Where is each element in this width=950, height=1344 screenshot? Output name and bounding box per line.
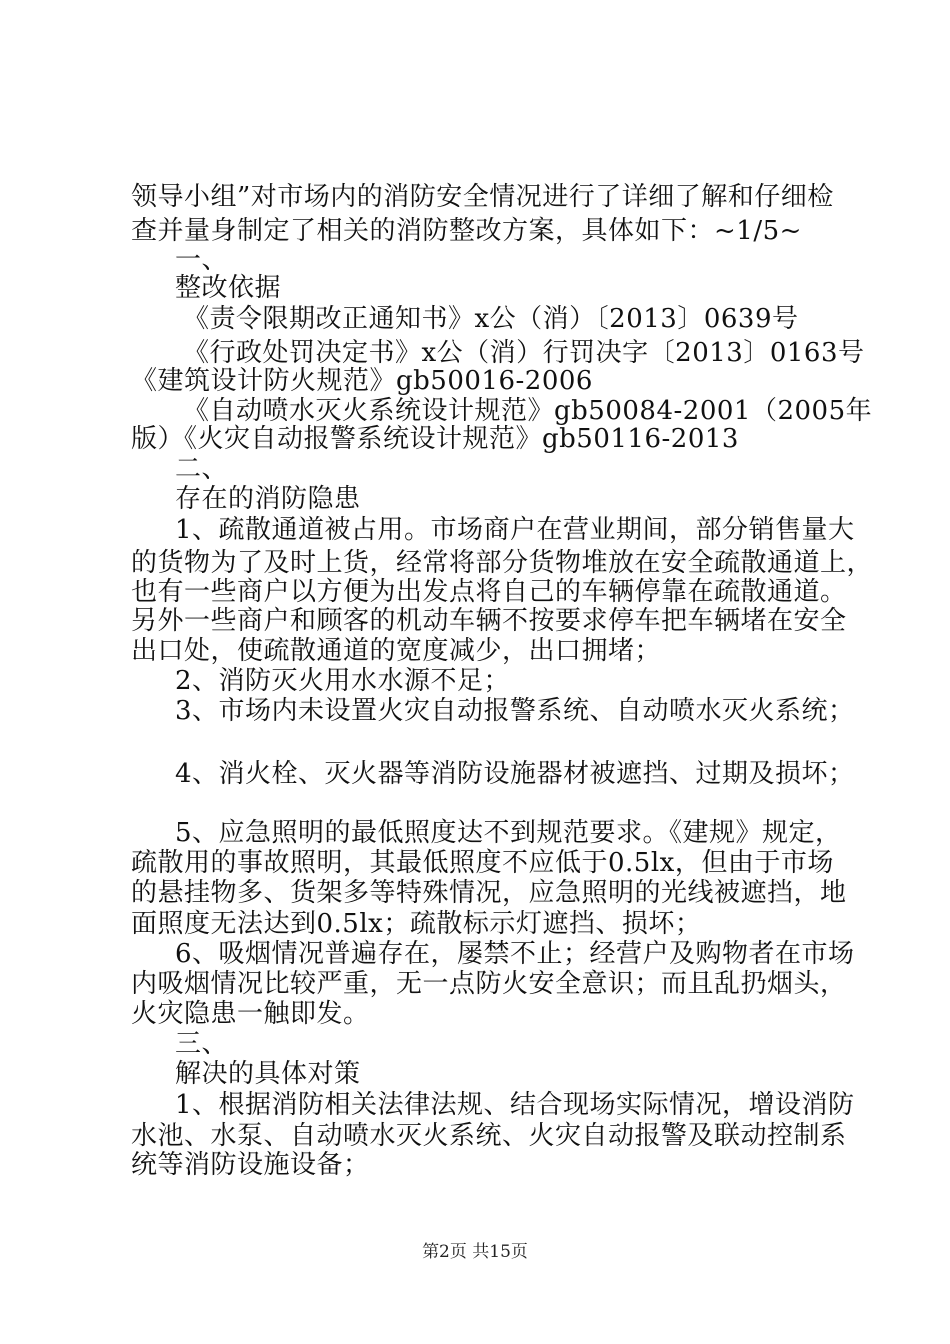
reference-line: 《建筑设计防火规范》gb50016-2006 — [131, 366, 593, 396]
section-heading: 解决的具体对策 — [175, 1059, 361, 1089]
text-line: 火灾隐患一触即发。 — [131, 999, 370, 1029]
text-line: 的货物为了及时上货，经常将部分货物堆放在安全疏散通道上， — [131, 548, 874, 578]
page-footer: 第2页 共15页 — [422, 1242, 528, 1262]
text-line: 统等消防设施设备； — [131, 1150, 370, 1180]
text-line: 查并量身制定了相关的消防整改方案，具体如下：~1/5~ — [131, 216, 802, 246]
text-line: 也有一些商户以方便为出发点将自己的车辆停靠在疏散通道。 — [131, 577, 847, 607]
list-item: 6、吸烟情况普遍存在，屡禁不止；经营户及购物者在市场 — [175, 939, 855, 969]
reference-line: 《自动喷水灭火系统设计规范》gb50084-2001（2005年 — [183, 396, 873, 426]
section-heading: 存在的消防隐患 — [175, 484, 361, 514]
list-item: 3、市场内未设置火灾自动报警系统、自动喷水灭火系统； — [175, 696, 855, 726]
text-line: 内吸烟情况比较严重，无一点防火安全意识；而且乱扔烟头， — [131, 969, 847, 999]
section-number: 三、 — [175, 1029, 229, 1059]
text-line: 面照度无法达到0.5lx；疏散标示灯遮挡、损坏； — [131, 909, 702, 939]
section-heading: 整改依据 — [175, 273, 282, 303]
text-line: 的悬挂物多、货架多等特殊情况，应急照明的光线被遮挡，地 — [131, 878, 847, 908]
reference-line: 《责令限期改正通知书》x公（消）〔2013〕0639号 — [183, 304, 799, 334]
reference-line: 版）《火灾自动报警系统设计规范》gb50116-2013 — [131, 424, 739, 454]
section-number: 二、 — [175, 454, 229, 484]
list-item: 5、应急照明的最低照度达不到规范要求。《建规》规定， — [175, 818, 842, 848]
list-item: 4、消火栓、灭火器等消防设施器材被遮挡、过期及损坏； — [175, 759, 855, 789]
text-line: 另外一些商户和顾客的机动车辆不按要求停车把车辆堵在安全 — [131, 606, 847, 636]
text-line: 出口处，使疏散通道的宽度减少，出口拥堵； — [131, 636, 662, 666]
list-item: 1、根据消防相关法律法规、结合现场实际情况，增设消防 — [175, 1090, 855, 1120]
list-item: 2、消防灭火用水水源不足； — [175, 666, 511, 696]
reference-line: 《行政处罚决定书》x公（消）行罚决字〔2013〕0163号 — [183, 338, 865, 368]
text-line: 疏散用的事故照明，其最低照度不应低于0.5lx，但由于市场 — [131, 848, 834, 878]
text-line: 1、疏散通道被占用。市场商户在营业期间，部分销售量大 — [175, 515, 855, 545]
text-line: 水池、水泵、自动喷水灭火系统、火灾自动报警及联动控制系 — [131, 1121, 847, 1151]
text-line: 领导小组”对市场内的消防安全情况进行了详细了解和仔细检 — [131, 182, 834, 212]
section-number: 一、 — [175, 245, 229, 275]
